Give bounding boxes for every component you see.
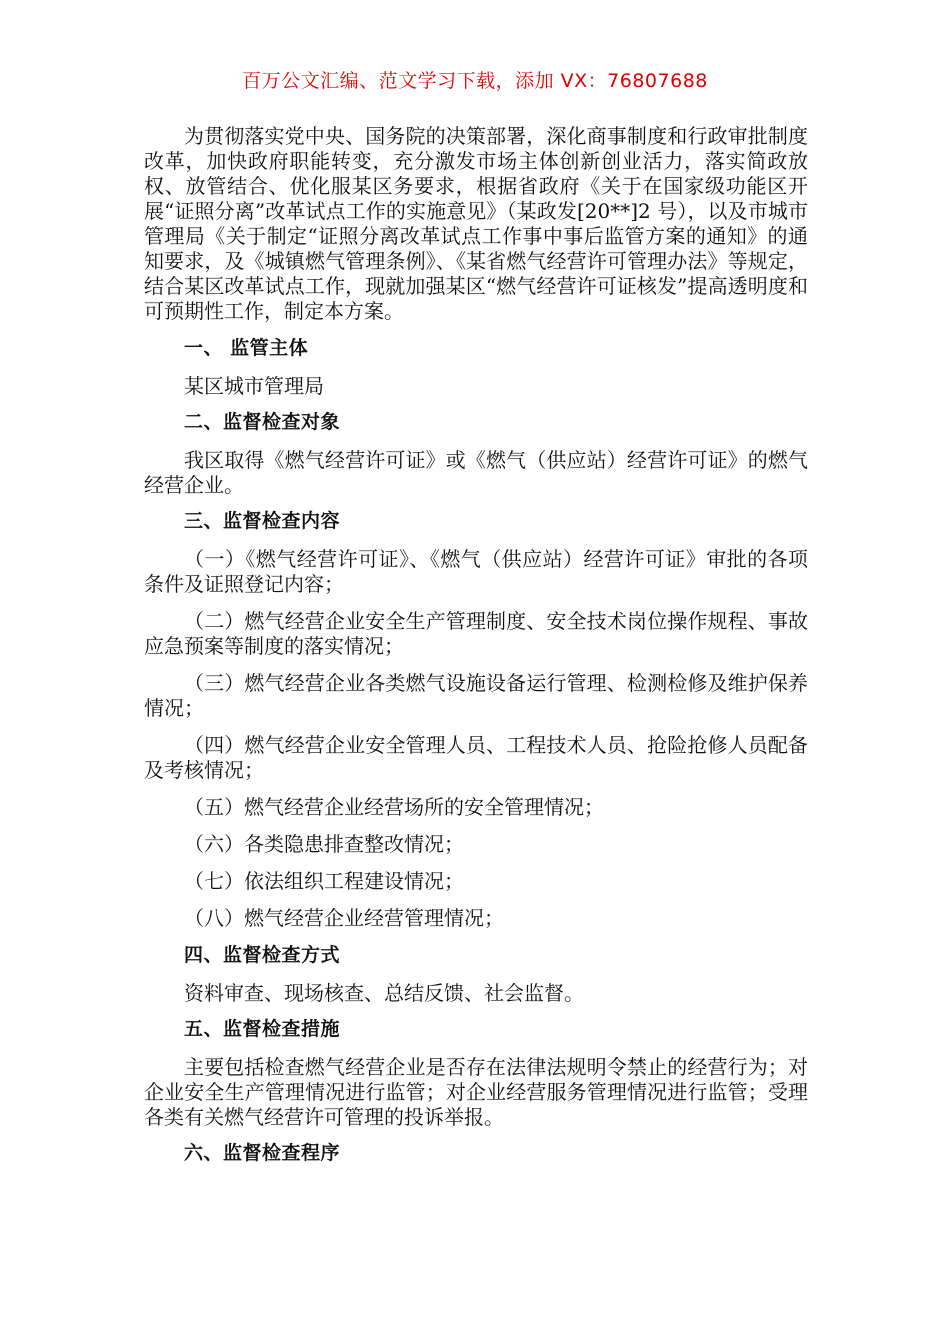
content-item-2: （二）燃气经营企业安全生产管理制度、安全技术岗位操作规程、事故应急预案等制度的落实情况； <box>144 609 808 658</box>
section-paragraph-inspection-method: 资料审查、现场核查、总结反馈、社会监督。 <box>184 981 584 1005</box>
section-paragraph-inspection-measures: 主要包括检查燃气经营企业是否存在法律法规明令禁止的经营行为；对企业安全生产管理情况进行监管；对企业经营服务管理情况进行监管；受理各类有关燃气经营许可管理的投诉举报。 <box>144 1055 808 1129</box>
section-heading-inspection-content: 三、监督检查内容 <box>184 510 341 532</box>
content-item-6: （六）各类隐患排查整改情况； <box>184 832 464 856</box>
section-heading-inspection-method: 四、监督检查方式 <box>184 944 341 966</box>
section-paragraph-supervisor: 某区城市管理局 <box>184 374 324 398</box>
section-heading-supervisor: 一、 监管主体 <box>184 337 309 359</box>
content-item-1: （一）《燃气经营许可证》、《燃气（供应站）经营许可证》审批的各项条件及证照登记内容； <box>144 547 808 596</box>
document-body <box>144 124 808 1179</box>
content-item-7: （七）依法组织工程建设情况； <box>184 869 464 893</box>
content-item-8: （八）燃气经营企业经营管理情况； <box>184 906 504 930</box>
download-banner: 百万公文汇编、范文学习下载，添加 VX：76807688 <box>242 70 708 92</box>
section-heading-inspection-measures: 五、监督检查措施 <box>184 1018 341 1040</box>
section-heading-inspection-object: 二、监督检查对象 <box>184 411 341 433</box>
intro-paragraph: 为贯彻落实党中央、国务院的决策部署，深化商事制度和行政审批制度改革，加快政府职能转变，充分激发市场主体创新创业活力，落实简政放权、放管结合、优化服某区务要求，根据省政府《关于在国家级功能区开展“证照分离”改革试点工作的实施意见》（某政发[20**]2 号），以及市城市管理局《关于制定“证照分离改革试点工作事中事后监管方案的通知》的通知要求，及《城镇燃气管理条例》、《某省燃气经营许可管理办法》等规定，结合某区改革试点工作，现就加强某区“燃气经营许可证核发”提高透明度和可预期性工作，制定本方案。 <box>144 124 808 323</box>
section-paragraph-inspection-object: 我区取得《燃气经营许可证》或《燃气（供应站）经营许可证》的燃气经营企业。 <box>144 448 808 497</box>
content-item-3: （三）燃气经营企业各类燃气设施设备运行管理、检测检修及维护保养情况； <box>144 671 808 720</box>
section-heading-inspection-procedure: 六、监督检查程序 <box>184 1142 341 1164</box>
content-item-5: （五）燃气经营企业经营场所的安全管理情况； <box>184 795 604 819</box>
content-item-4: （四）燃气经营企业安全管理人员、工程技术人员、抢险抢修人员配备及考核情况； <box>144 733 808 782</box>
